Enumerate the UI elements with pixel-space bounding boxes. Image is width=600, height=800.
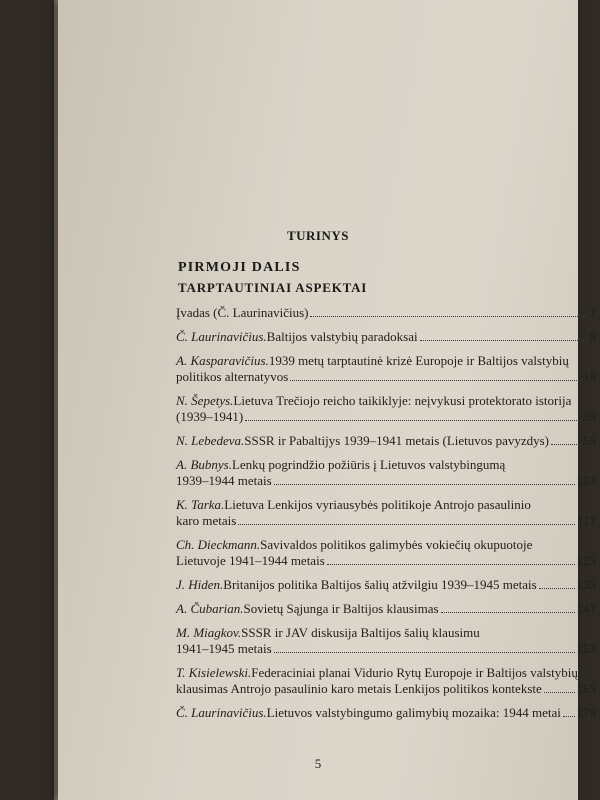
toc-author: T. Kisielewski.	[176, 665, 252, 680]
toc-title: politikos alternatyvos	[176, 369, 289, 384]
toc-author: N. Šepetys.	[176, 393, 234, 408]
toc-entry	[176, 601, 596, 617]
toc-title: Lietuva Trečiojo reicho taikiklyje: neįvykusi protektorato istorija	[233, 393, 572, 408]
toc-title: Sovietų Sąjunga ir Baltijos klausimas	[243, 601, 439, 616]
toc-entry-line	[176, 433, 596, 449]
toc-entry	[176, 433, 596, 449]
toc-entry-line	[176, 409, 596, 425]
toc-page-number: 153	[576, 641, 596, 656]
toc-entry	[176, 577, 596, 593]
toc-heading: TURINYS	[286, 228, 349, 243]
toc-title: Lietuvos valstybingumo galimybių mozaika: 1944 metai	[266, 705, 561, 720]
table-of-contents	[176, 305, 596, 729]
toc-entry	[176, 705, 596, 721]
toc-leader-dots	[290, 380, 581, 381]
toc-entry-line	[176, 497, 596, 513]
toc-title: SSSR ir JAV diskusija Baltijos šalių klausimu	[241, 625, 480, 640]
toc-author: A. Čubarian.	[176, 601, 244, 616]
page-number: 5	[314, 756, 322, 771]
toc-title: Lenkų pogrindžio požiūris į Lietuvos valstybingumą	[231, 457, 506, 472]
toc-author: A. Kasparavičius.	[176, 353, 269, 368]
toc-entry	[176, 329, 596, 345]
toc-entry-line	[176, 681, 596, 697]
toc-leader-dots	[563, 716, 575, 717]
toc-entry-line	[176, 553, 596, 569]
toc-entry-line	[176, 601, 596, 617]
toc-leader-dots	[245, 420, 581, 421]
toc-page-number: 117	[576, 513, 596, 528]
toc-title: Įvadas (Č. Laurinavičius)	[176, 305, 309, 320]
toc-leader-dots	[539, 588, 575, 589]
toc-entry	[176, 625, 596, 657]
toc-entry-line	[176, 537, 596, 553]
toc-title: Lietuva Lenkijos vyriausybės politikoje Antrojo pasaulinio	[224, 497, 531, 512]
toc-page-number: 103	[576, 473, 596, 488]
toc-leader-dots	[544, 692, 575, 693]
toc-title: Baltijos valstybių paradoksai	[266, 329, 418, 344]
toc-page-number: 55	[583, 433, 596, 448]
toc-title: Savivaldos politikos galimybės vokiečių okupuotoje	[260, 537, 533, 552]
toc-title: Britanijos politika Baltijos šalių atžvilgiu 1939–1945 metais	[223, 577, 537, 592]
toc-leader-dots	[441, 612, 575, 613]
toc-leader-dots	[420, 340, 588, 341]
toc-page-number: 179	[576, 705, 596, 720]
toc-entry-line	[176, 369, 596, 385]
toc-title: 1941–1945 metais	[176, 641, 272, 656]
toc-page-number: 165	[576, 681, 596, 696]
toc-leader-dots	[238, 524, 575, 525]
toc-author: M. Miagkov.	[176, 625, 242, 640]
toc-entry	[176, 353, 596, 385]
toc-entry-line	[176, 665, 596, 681]
toc-entry-line	[176, 641, 596, 657]
part-title: PIRMOJI DALIS	[178, 260, 301, 275]
toc-entry-line	[176, 329, 596, 345]
toc-title: Lietuvoje 1941–1944 metais	[176, 553, 325, 568]
toc-page-number: 125	[576, 553, 596, 568]
toc-entry	[176, 497, 596, 529]
toc-page-number: 19	[583, 369, 596, 384]
toc-page-number: 7	[589, 305, 596, 320]
toc-leader-dots	[551, 444, 581, 445]
toc-author: Č. Laurinavičius.	[176, 329, 267, 344]
toc-entry-line	[176, 353, 596, 369]
toc-author: Ch. Dieckmann.	[176, 537, 261, 552]
toc-entry	[176, 537, 596, 569]
toc-entry-line	[176, 393, 596, 409]
toc-title: SSSR ir Pabaltijys 1939–1941 metais (Lietuvos pavyzdys)	[244, 433, 549, 448]
book-page	[58, 0, 596, 800]
toc-leader-dots	[274, 652, 575, 653]
toc-entry-line	[176, 473, 596, 489]
toc-entry	[176, 457, 596, 489]
toc-entry	[176, 305, 596, 321]
toc-author: Č. Laurinavičius.	[176, 705, 267, 720]
toc-author: J. Hiden.	[176, 577, 224, 592]
toc-author: K. Tarka.	[176, 497, 225, 512]
toc-page-number: 135	[576, 577, 596, 592]
toc-title: 1939–1944 metais	[176, 473, 272, 488]
toc-leader-dots	[310, 316, 587, 317]
toc-leader-dots	[274, 484, 575, 485]
toc-title: (1939–1941)	[176, 409, 244, 424]
toc-entry-line	[176, 625, 596, 641]
toc-entry-line	[176, 705, 596, 721]
toc-title: karo metais	[176, 513, 237, 528]
toc-page-number: 39	[583, 409, 596, 424]
toc-page-number: 9	[589, 329, 596, 344]
toc-title: Federaciniai planai Vidurio Rytų Europoje ir Baltijos valstybių	[251, 665, 578, 680]
toc-entry-line	[176, 305, 596, 321]
toc-entry-line	[176, 577, 596, 593]
toc-page-number: 147	[576, 601, 596, 616]
toc-entry-line	[176, 513, 596, 529]
toc-entry	[176, 665, 596, 697]
toc-author: A. Bubnys.	[176, 457, 232, 472]
part-subtitle: TARPTAUTINIAI ASPEKTAI	[178, 280, 368, 295]
toc-leader-dots	[327, 564, 575, 565]
toc-entry	[176, 393, 596, 425]
toc-title: 1939 metų tarptautinė krizė Europoje ir Baltijos valstybių	[268, 353, 569, 368]
toc-author: N. Lebedeva.	[176, 433, 245, 448]
toc-entry-line	[176, 457, 596, 473]
toc-title: klausimas Antrojo pasaulinio karo metais Lenkijos politikos kontekste	[176, 681, 542, 696]
